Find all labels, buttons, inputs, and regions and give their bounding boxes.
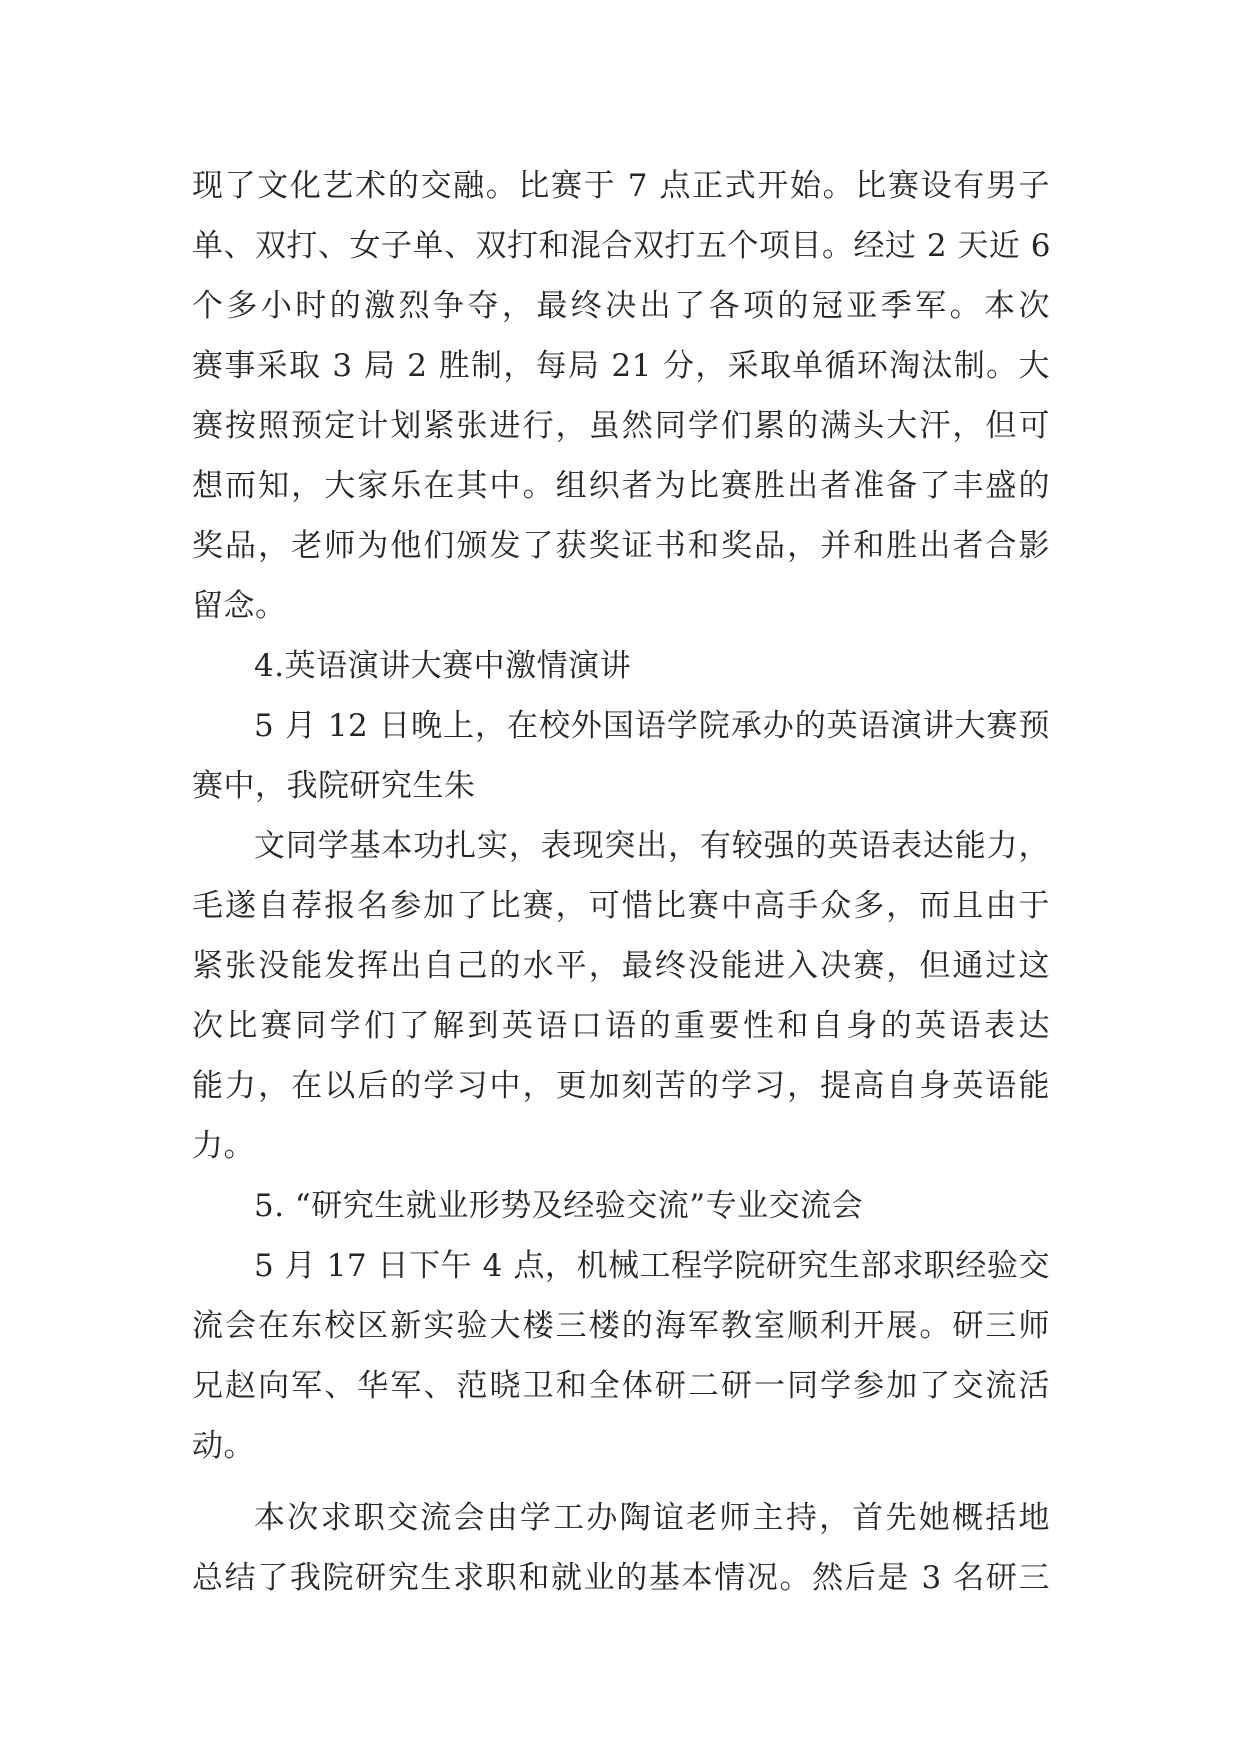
paragraph-line: 总结了我院研究生求职和就业的基本情况。然后是 3 名研三 <box>192 1560 1050 1596</box>
paragraph-line: 力。 <box>192 1128 255 1164</box>
paragraph-line: 流会在东校区新实验大楼三楼的海军教室顺利开展。研三师 <box>192 1308 1050 1344</box>
section-heading: 5. “研究生就业形势及经验交流”专业交流会 <box>254 1188 864 1224</box>
paragraph-line: 赛按照预定计划紧张进行，虽然同学们累的满头大汗，但可 <box>192 408 1050 444</box>
paragraph-line: 奖品，老师为他们颁发了获奖证书和奖品，并和胜出者合影 <box>192 528 1050 564</box>
document-body <box>192 156 1050 1608</box>
paragraph-line: 赛事采取 3 局 2 胜制，每局 21 分，采取单循环淘汰制。大 <box>192 348 1050 384</box>
paragraph-line: 紧张没能发挥出自己的水平，最终没能进入决赛，但通过这 <box>192 948 1050 984</box>
section-heading: 4.英语演讲大赛中激情演讲 <box>254 648 632 684</box>
paragraph-line: 留念。 <box>192 588 287 624</box>
paragraph-line: 想而知，大家乐在其中。组织者为比赛胜出者准备了丰盛的 <box>192 468 1050 504</box>
paragraph-line: 次比赛同学们了解到英语口语的重要性和自身的英语表达 <box>192 1008 1050 1044</box>
paragraph-line: 赛中，我院研究生朱 <box>192 768 476 804</box>
paragraph-line: 兄赵向军、华军、范晓卫和全体研二研一同学参加了交流活 <box>192 1368 1050 1404</box>
paragraph-line: 毛遂自荐报名参加了比赛，可惜比赛中高手众多，而且由于 <box>192 888 1050 924</box>
paragraph-line: 5 月 17 日下午 4 点，机械工程学院研究生部求职经验交 <box>254 1248 1050 1284</box>
paragraph-line: 现了文化艺术的交融。比赛于 7 点正式开始。比赛设有男子 <box>192 168 1050 204</box>
paragraph-line: 5 月 12 日晚上，在校外国语学院承办的英语演讲大赛预 <box>254 708 1050 744</box>
paragraph-line: 动。 <box>192 1428 255 1464</box>
paragraph-line: 文同学基本功扎实，表现突出，有较强的英语表达能力， <box>254 828 1050 864</box>
paragraph-line: 本次求职交流会由学工办陶谊老师主持，首先她概括地 <box>254 1500 1050 1536</box>
paragraph-line: 能力，在以后的学习中，更加刻苦的学习，提高自身英语能 <box>192 1068 1050 1104</box>
paragraph-line: 单、双打、女子单、双打和混合双打五个项目。经过 2 天近 6 <box>192 228 1052 264</box>
paragraph-line: 个多小时的激烈争夺，最终决出了各项的冠亚季军。本次 <box>192 288 1050 324</box>
